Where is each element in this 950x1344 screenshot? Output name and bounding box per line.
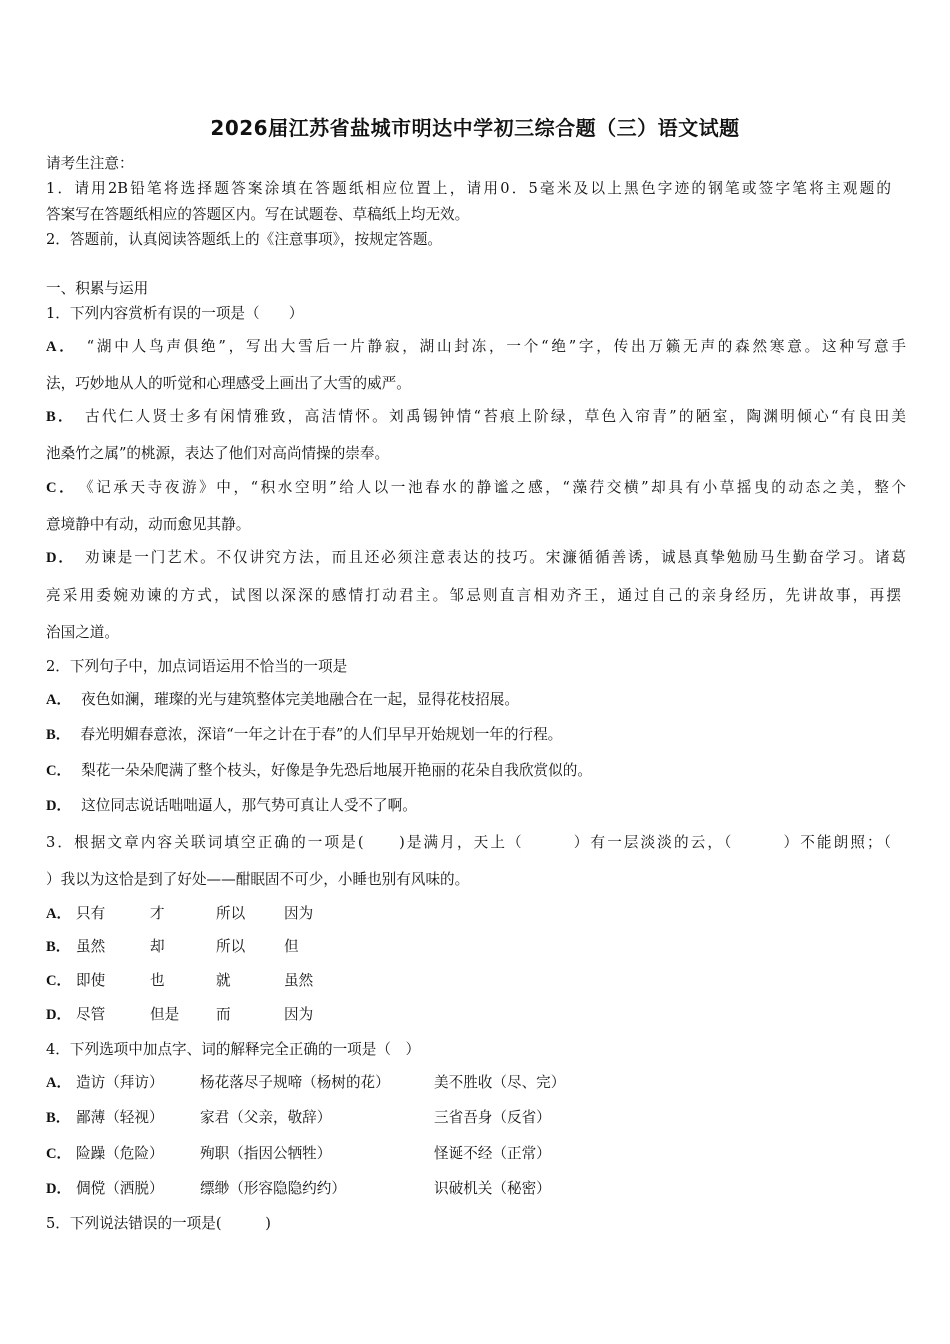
option-letter: C． (46, 1146, 72, 1162)
option-letter: A． (46, 906, 72, 922)
option-word-2: 却 (150, 938, 165, 955)
option-term-2: 杨花落尽子规啼（杨树的花） (200, 1074, 390, 1091)
option-letter: D． (46, 1181, 72, 1197)
option-letter: C． (46, 973, 72, 989)
option-word-4: 因为 (284, 905, 314, 922)
option-text: 夜色如澜，璀璨的光与建筑整体完美地融合在一起，显得花枝招展。 (81, 691, 519, 708)
question-3-stem-line-2: ）我以为这恰是到了好处——酣眠固不可少，小睡也别有风味的。 (46, 871, 470, 888)
option-text: 这位同志说话咄咄逼人，那气势可真让人受不了啊。 (81, 797, 417, 814)
notice-item-2: 2．答题前，认真阅读答题纸上的《注意事项》，按规定答题。 (46, 231, 443, 248)
option-letter: D． (46, 1007, 72, 1023)
notice-item-1-line-1: 1．请用2B铅笔将选择题答案涂填在答题纸相应位置上，请用0．5毫米及以上黑色字迹的钢笔或签字笔将主观题的 (46, 180, 891, 197)
option-text: 春光明媚春意浓，深谙“一年之计在于春”的人们早早开始规划一年的行程。 (80, 726, 563, 743)
option-letter: D． (46, 550, 75, 566)
option-word-4: 虽然 (284, 972, 314, 989)
option-word-1: 即使 (76, 972, 106, 989)
notice-item-1-line-2: 答案写在答题纸相应的答题区内。写在试题卷、草稿纸上均无效。 (46, 206, 470, 223)
question-2-option-c (46, 759, 906, 780)
question-4-stem: 4．下列选项中加点字、词的解释完全正确的一项是（ ） (46, 1041, 421, 1058)
option-letter: A． (46, 339, 77, 355)
option-word-4: 因为 (284, 1006, 314, 1023)
option-word-3: 所以 (216, 938, 246, 955)
option-letter: A． (46, 1075, 72, 1091)
option-term-2: 缥缈（形容隐隐约约） (200, 1180, 346, 1197)
notice-heading: 请考生注意： (46, 155, 134, 172)
option-term-1: 倜傥（洒脱） (76, 1180, 164, 1197)
option-text: “湖中人鸟声俱绝”，写出大雪后一片静寂，湖山封冻，一个“绝”字，传出万籁无声的森然寒意。这种写意手 (86, 338, 906, 355)
question-1-option-a-line-2: 法，巧妙地从人的听觉和心理感受上画出了大雪的威严。 (46, 375, 411, 392)
option-text: 劝谏是一门艺术。不仅讲究方法，而且还必须注意表达的技巧。宋濂循循善诱，诚恳真挚勉励马生勤奋学习。诸葛 (84, 549, 906, 566)
question-1-option-c-line-2: 意境静中有动，动而愈见其静。 (46, 516, 251, 533)
question-1-option-d-line-3: 治国之道。 (46, 624, 119, 641)
question-2-option-b (46, 723, 906, 744)
option-letter: A． (46, 692, 72, 708)
question-2-option-a (46, 688, 906, 709)
question-2-option-d (46, 794, 906, 815)
question-1-option-a-line-1 (46, 335, 906, 356)
question-1-option-b-line-1 (46, 405, 906, 426)
option-letter: B． (46, 727, 71, 743)
option-letter: B． (46, 409, 75, 425)
option-text: 古代仁人贤士多有闲情雅致，高洁情怀。刘禹锡钟情“苔痕上阶绿，草色入帘青”的陋室，陶渊明倾心“有良田美 (84, 408, 907, 425)
section-heading: 一、积累与运用 (46, 280, 149, 297)
option-letter: B． (46, 939, 71, 955)
option-letter: C． (46, 763, 72, 779)
option-term-3: 怪诞不经（正常） (434, 1145, 551, 1162)
option-term-3: 识破机关（秘密） (434, 1180, 551, 1197)
option-word-1: 尽管 (76, 1006, 106, 1023)
option-term-2: 殉职（指因公牺牲） (200, 1145, 332, 1162)
option-text: 梨花一朵朵爬满了整个枝头，好像是争先恐后地展开艳丽的花朵自我欣赏似的。 (81, 762, 592, 779)
question-5-stem: 5．下列说法错误的一项是( ) (46, 1215, 271, 1232)
question-2-stem: 2．下列句子中，加点词语运用不恰当的一项是 (46, 658, 348, 675)
option-word-1: 虽然 (76, 938, 106, 955)
option-word-1: 只有 (76, 905, 106, 922)
option-term-2: 家君（父亲，敬辞） (200, 1109, 332, 1126)
option-letter: C． (46, 480, 77, 496)
option-term-1: 险躁（危险） (76, 1145, 164, 1162)
option-word-2: 才 (150, 905, 165, 922)
question-1-option-c-line-1 (46, 476, 906, 497)
option-word-2: 也 (150, 972, 165, 989)
option-letter: B． (46, 1110, 71, 1126)
option-word-3: 而 (216, 1006, 231, 1023)
option-word-2: 但是 (150, 1006, 180, 1023)
option-text: 《记承天寺夜游》中，“积水空明”给人以一池春水的静谧之感，“藻荇交横”却具有小草摇曳的动态之美，整个 (86, 479, 906, 496)
question-1-option-d-line-1 (46, 546, 906, 567)
option-term-1: 造访（拜访） (76, 1074, 164, 1091)
page-title: 2026届江苏省盐城市明达中学初三综合题（三）语文试题 (210, 116, 740, 140)
option-letter: D． (46, 798, 72, 814)
option-term-3: 三省吾身（反省） (434, 1109, 551, 1126)
question-1-stem: 1．下列内容赏析有误的一项是（ ） (46, 305, 304, 322)
question-1-option-d-line-2: 亮采用委婉劝谏的方式，试图以深深的感情打动君主。邹忌则直言相劝齐王，通过自己的亲身经历，先讲故事，再摆 (46, 587, 901, 604)
option-term-3: 美不胜收（尽、完） (434, 1074, 566, 1091)
option-word-3: 所以 (216, 905, 246, 922)
option-word-3: 就 (216, 972, 231, 989)
question-3-stem-line-1: 3．根据文章内容关联词填空正确的一项是( )是满月，天上（ ）有一层淡淡的云，（ ）不能朗照；（ (46, 834, 891, 851)
option-word-4: 但 (284, 938, 299, 955)
question-1-option-b-line-2: 池桑竹之属”的桃源，表达了他们对高尚情操的崇奉。 (46, 445, 390, 462)
option-term-1: 鄙薄（轻视） (76, 1109, 164, 1126)
